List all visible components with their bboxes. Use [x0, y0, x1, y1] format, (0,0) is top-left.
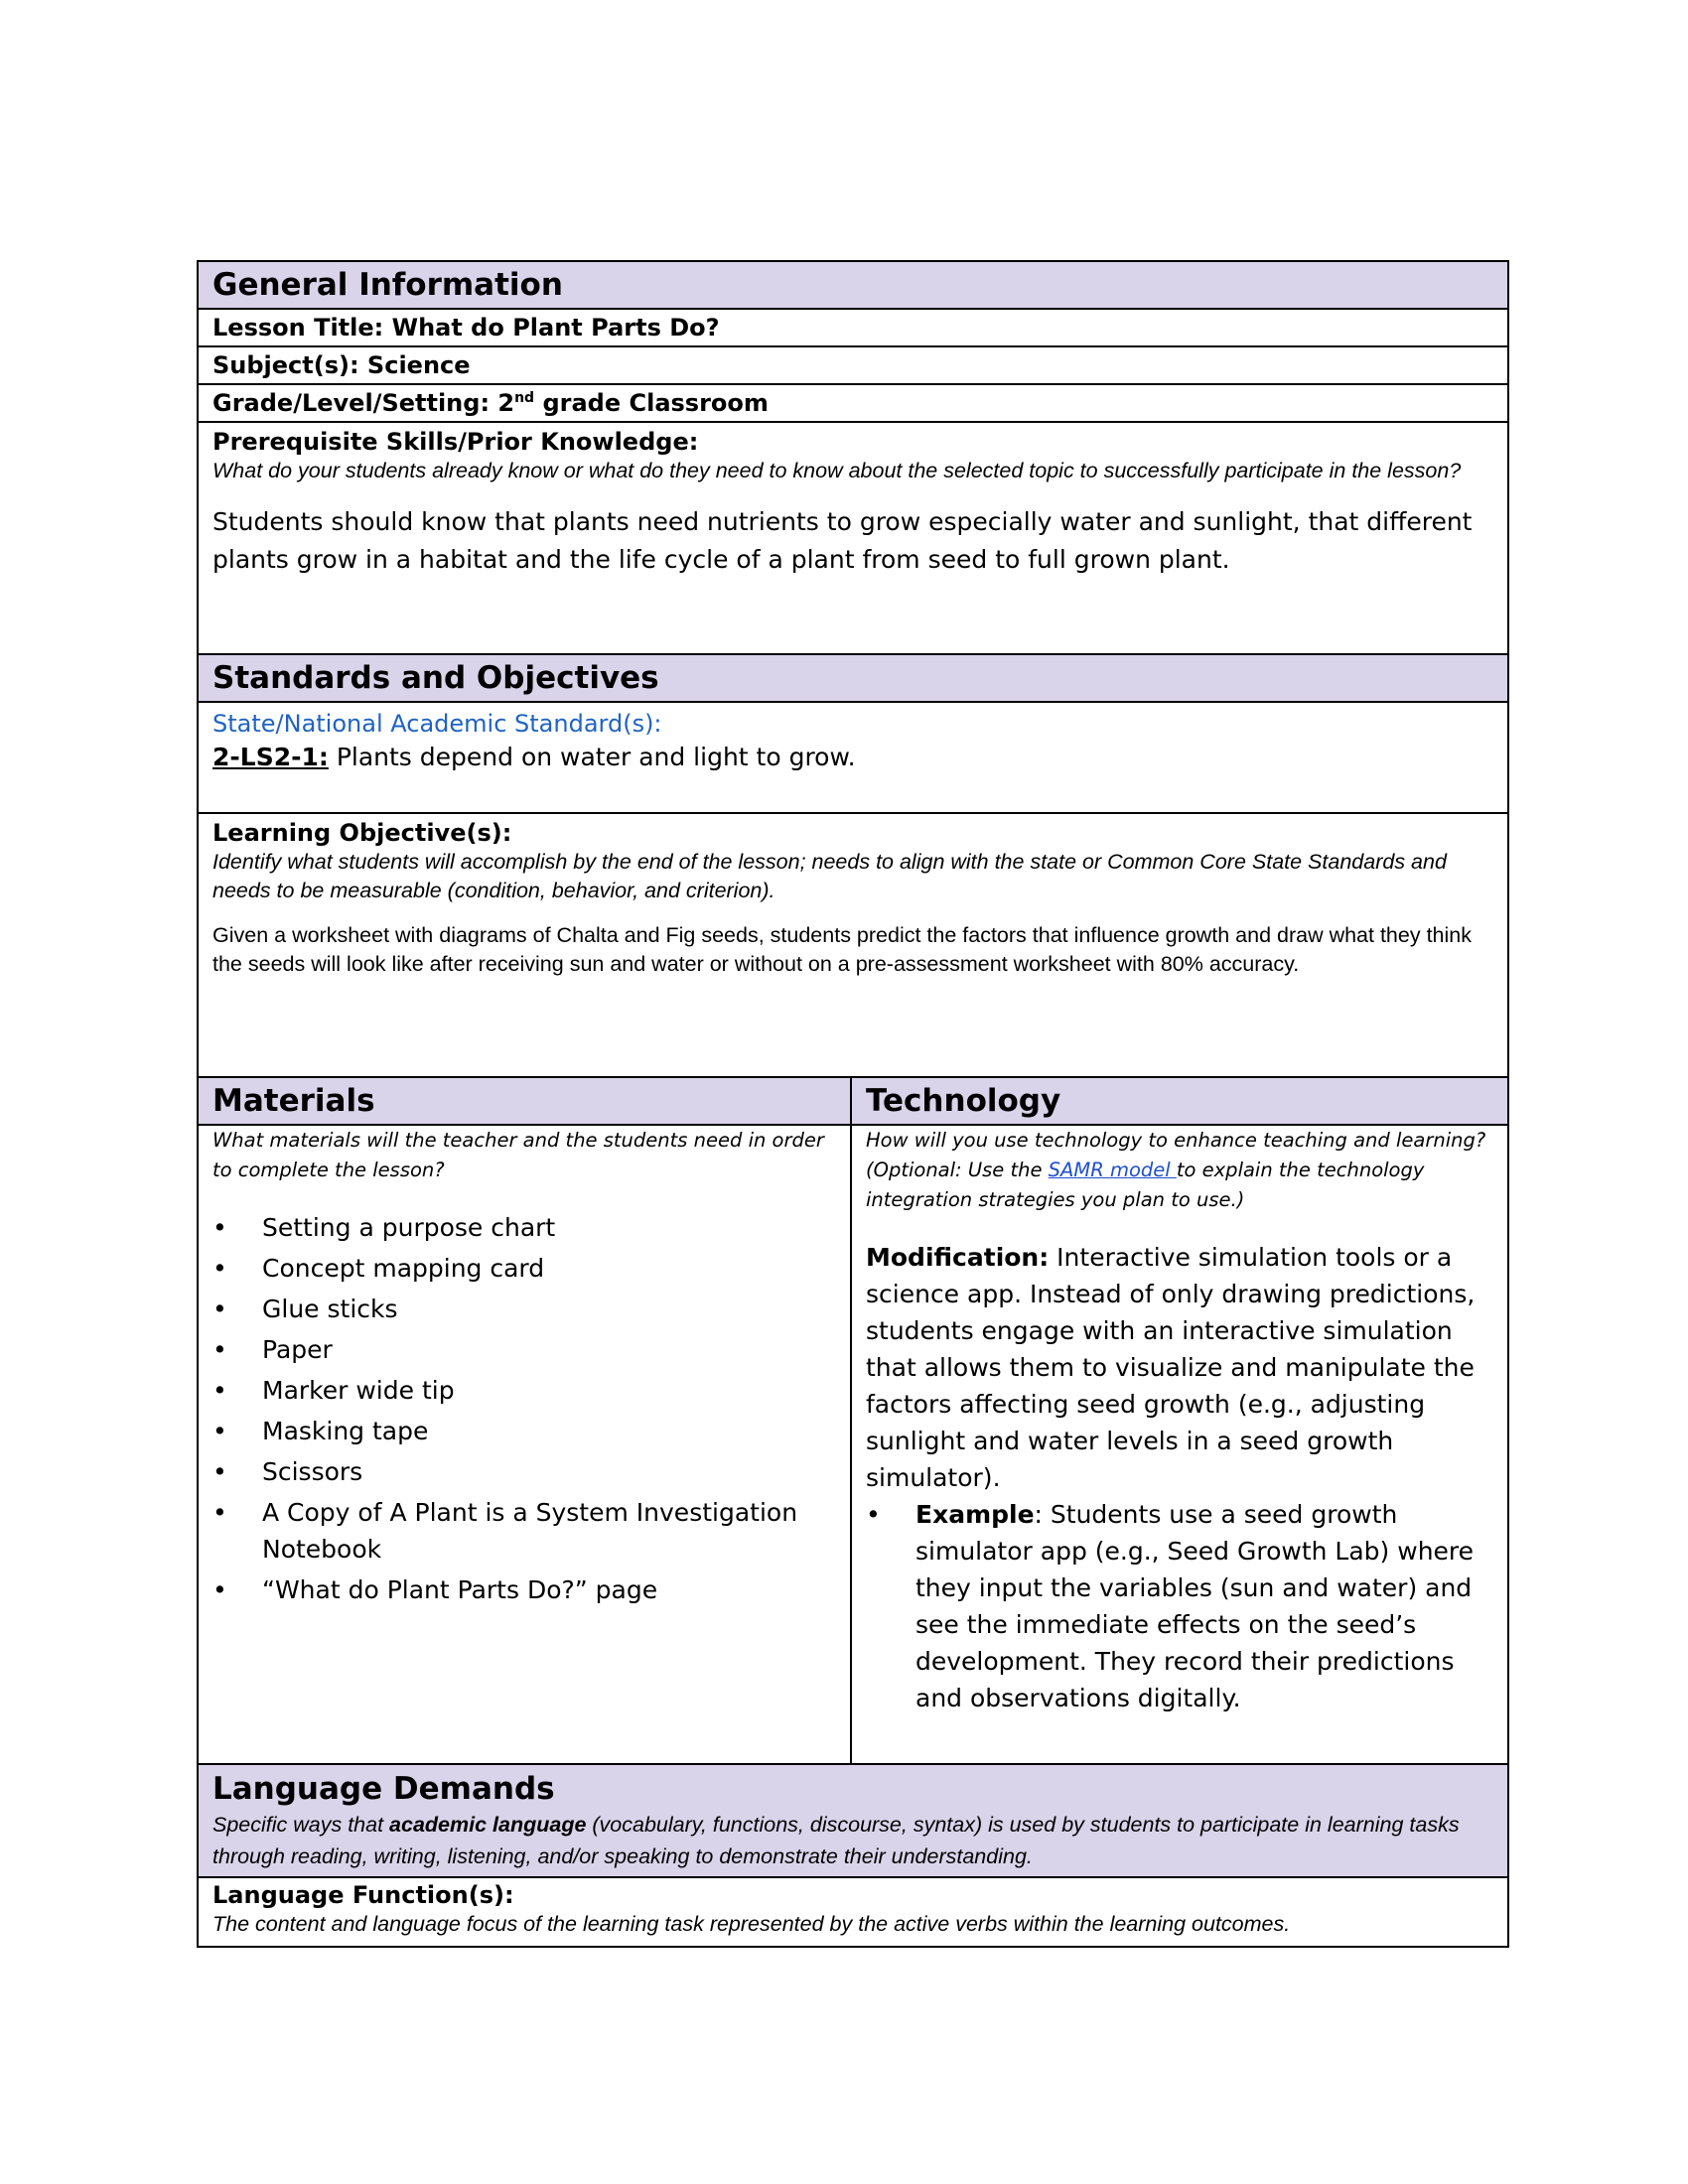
list-item-text: Scissors — [262, 1457, 363, 1486]
standard-label: State/National Academic Standard(s): — [212, 710, 662, 738]
prerequisite-label: Prerequisite Skills/Prior Knowledge: — [212, 428, 699, 456]
grade-superscript: nd — [514, 390, 535, 406]
list-item — [212, 1372, 836, 1409]
bullet-icon: • — [212, 1376, 227, 1405]
bullet-icon: • — [212, 1295, 227, 1323]
bullet-icon: • — [212, 1417, 227, 1445]
example-label: Example — [915, 1500, 1035, 1529]
materials-list — [212, 1209, 836, 1608]
modification-label: Modification: — [866, 1243, 1050, 1272]
list-item — [212, 1209, 836, 1246]
language-demands-hint — [212, 1809, 1493, 1872]
list-item — [212, 1250, 836, 1287]
modification-paragraph — [866, 1239, 1493, 1496]
grade-level-setting — [212, 389, 769, 417]
bullet-icon: • — [212, 1254, 227, 1283]
general-information-title: General Information — [212, 267, 563, 303]
standards-objectives-title: Standards and Objectives — [212, 660, 659, 696]
materials-title: Materials — [212, 1083, 375, 1119]
list-item — [212, 1413, 836, 1449]
language-hint-after: (vocabulary, functions, discourse, syntax) is used by students to participate in learning tasks through reading, writing, listening, and/or speaking to demonstrate their understanding. — [212, 1813, 1460, 1868]
standard-code: 2-LS2-1: — [212, 743, 329, 771]
lesson-plan-table — [197, 260, 1509, 1948]
technology-header — [852, 1078, 1507, 1124]
learning-objective-section — [197, 814, 1509, 1078]
list-item — [212, 1331, 836, 1368]
technology-title: Technology — [866, 1083, 1061, 1119]
objective-label: Learning Objective(s): — [212, 819, 512, 847]
bullet-icon: • — [212, 1213, 227, 1242]
bullet-icon: • — [866, 1500, 881, 1529]
list-item-text: “What do Plant Parts Do?” page — [262, 1575, 658, 1604]
subjects-row — [197, 347, 1509, 385]
list-item — [212, 1291, 836, 1327]
prerequisite-body: Students should know that plants need nutrients to grow especially water and sunlight, that different plants grow in a habitat and the life cycle of a plant from seed to full grown plant. — [212, 507, 1473, 574]
materials-technology-header-row — [197, 1078, 1509, 1126]
materials-hint: What materials will the teacher and the students need in order to complete the lesson? — [212, 1129, 824, 1181]
subjects: Subject(s): Science — [212, 351, 471, 379]
grade-prefix: Grade/Level/Setting: 2 — [212, 389, 515, 417]
prerequisite-hint: What do your students already know or what do they need to know about the selected topic to successfully participate in the lesson? — [212, 459, 1462, 482]
list-item — [212, 1494, 836, 1568]
example-bullet — [866, 1496, 1493, 1716]
technology-hint-before: How will you use technology to enhance teaching and learning? (Optional: Use the — [866, 1129, 1486, 1181]
technology-hint-after: to explain the technology integration strategies you plan to use.) — [866, 1159, 1425, 1211]
example-text: : Students use a seed growth simulator app (e.g., Seed Growth Lab) where they input the variables (sun and water) and see the immediate effects on the seed’s development. They record their predictions and observations digitally. — [915, 1500, 1475, 1712]
objective-hint: Identify what students will accomplish by the end of the lesson; needs to align with the state or Common Core State Standards and needs to be measurable (condition, behavior, and criterion). — [212, 850, 1447, 902]
bullet-icon: • — [212, 1335, 227, 1364]
prerequisite-section — [197, 423, 1509, 655]
list-item — [212, 1453, 836, 1490]
list-item-text: Setting a purpose chart — [262, 1213, 556, 1242]
technology-hint — [866, 1126, 1493, 1215]
standard-text: Plants depend on water and light to grow. — [328, 743, 856, 771]
bullet-icon: • — [212, 1575, 227, 1604]
language-function-label: Language Function(s): — [212, 1881, 514, 1909]
language-demands-header — [197, 1765, 1509, 1878]
grade-suffix: grade Classroom — [534, 389, 769, 417]
list-item-text: Paper — [262, 1335, 333, 1364]
modification-text: Interactive simulation tools or a science app. Instead of only drawing predictions, students engage with an interactive simulation that allows them to visualize and manipulate the factors affecting seed growth (e.g., adjusting sunlight and water levels in a seed growth simulator). — [866, 1243, 1476, 1492]
language-function-section — [197, 1878, 1509, 1948]
lesson-title-row — [197, 310, 1509, 347]
language-hint-before: Specific ways that — [212, 1813, 390, 1837]
list-item-text: Glue sticks — [262, 1295, 398, 1323]
standards-section — [197, 703, 1509, 814]
list-item-text: A Copy of A Plant is a System Investigation Notebook — [262, 1498, 798, 1564]
materials-cell — [199, 1126, 852, 1763]
samr-model-link[interactable]: SAMR model — [1048, 1159, 1177, 1181]
standards-objectives-header — [197, 655, 1509, 703]
materials-header — [199, 1078, 852, 1124]
list-item-text: Masking tape — [262, 1417, 429, 1445]
list-item-text: Marker wide tip — [262, 1376, 455, 1405]
grade-row — [197, 385, 1509, 423]
objective-body: Given a worksheet with diagrams of Chalta and Fig seeds, students predict the factors that influence growth and draw what they think the seeds will look like after receiving sun and water or without on a pre-assessment worksheet with 80% accuracy. — [212, 923, 1472, 976]
list-item-text: Concept mapping card — [262, 1254, 545, 1283]
bullet-icon: • — [212, 1457, 227, 1486]
standard-line — [212, 739, 1493, 776]
bullet-icon: • — [212, 1498, 227, 1527]
technology-cell — [852, 1126, 1507, 1763]
general-information-header — [197, 260, 1509, 310]
language-demands-title: Language Demands — [212, 1771, 555, 1807]
list-item — [212, 1571, 836, 1608]
lesson-title: Lesson Title: What do Plant Parts Do? — [212, 314, 720, 341]
materials-technology-body-row — [197, 1126, 1509, 1765]
language-hint-bold: academic language — [389, 1813, 587, 1837]
language-function-hint: The content and language focus of the learning task represented by the active verbs within the learning outcomes. — [212, 1912, 1291, 1936]
